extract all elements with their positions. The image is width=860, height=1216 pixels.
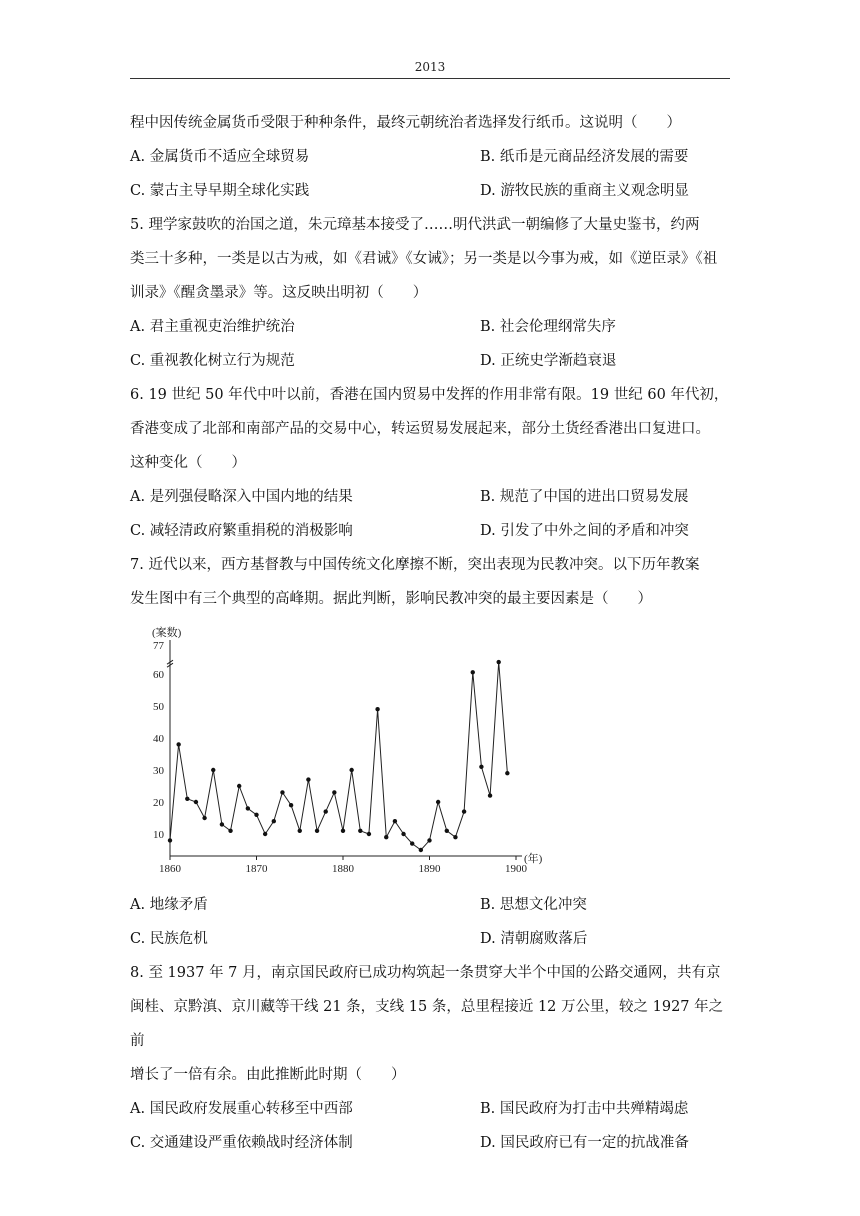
data-point — [393, 819, 397, 823]
q5-stem-line-3: 训录》《醒贪墨录》等。这反映出明初（ ） — [130, 285, 428, 301]
data-point — [228, 829, 232, 833]
data-point — [419, 848, 423, 852]
q4-option-c[interactable]: C. 蒙古主导早期全球化实践 — [130, 183, 310, 199]
data-point — [375, 707, 379, 711]
q8-option-c[interactable]: C. 交通建设严重依赖战时经济体制 — [130, 1135, 353, 1151]
data-point — [263, 832, 267, 836]
x-tick-label: 1890 — [418, 863, 441, 875]
data-point — [246, 806, 250, 810]
q8-stem-line-2: 闽桂、京黔滇、京川藏等干线 21 条，支线 15 条，总里程接近 12 万公里，较之 1927 年之前 — [130, 999, 724, 1049]
q7-option-d[interactable]: D. 清朝腐败落后 — [480, 931, 588, 947]
data-point — [272, 819, 276, 823]
x-tick-label: 1860 — [159, 863, 181, 875]
data-point — [401, 832, 405, 836]
data-point — [384, 835, 388, 839]
x-tick-label: 1870 — [245, 863, 268, 875]
data-point — [185, 797, 189, 801]
data-point — [237, 784, 241, 788]
q8-options — [130, 1092, 730, 1160]
q8-stem-line-1: 8. 至 1937 年 7 月，南京国民政府已成功构筑起一条贯穿大半个中国的公路交通网，共有京 — [130, 965, 721, 981]
data-point — [367, 832, 371, 836]
data-point — [298, 829, 302, 833]
chart-ticks — [152, 625, 543, 875]
x-axis-label: (年) — [524, 853, 543, 865]
q6-option-c[interactable]: C. 减轻清政府繁重捐税的消极影响 — [130, 523, 353, 539]
data-point — [168, 838, 172, 842]
incident-chart-svg — [130, 622, 550, 884]
y-tick-label: 30 — [153, 765, 164, 777]
data-point — [488, 793, 492, 797]
y-tick-label: 77 — [153, 640, 164, 652]
data-point — [479, 765, 483, 769]
data-point — [315, 829, 319, 833]
data-point — [220, 822, 224, 826]
q5-options — [130, 310, 730, 378]
q6-stem-line-2: 香港变成了北部和南部产品的交易中心，转运贸易发展起来，部分土货经香港出口复进口。 — [130, 421, 710, 437]
q4-option-d[interactable]: D. 游牧民族的重商主义观念明显 — [480, 183, 689, 199]
q5-stem-line-2: 类三十多种，一类是以古为戒，如《君诫》《女诫》；另一类是以今事为戒，如《逆臣录》《祖 — [130, 251, 718, 267]
y-axis-label: (案数) — [152, 627, 182, 639]
data-point — [462, 809, 466, 813]
q5-option-b[interactable]: B. 社会伦理纲常失序 — [480, 319, 616, 335]
data-point — [349, 768, 353, 772]
data-point — [306, 777, 310, 781]
q8-option-a[interactable]: A. 国民政府发展重心转移至中西部 — [130, 1101, 353, 1117]
y-tick-label: 50 — [153, 701, 164, 713]
y-tick-label: 10 — [153, 829, 164, 841]
q7-options — [130, 888, 730, 956]
q5-option-d[interactable]: D. 正统史学渐趋衰退 — [480, 353, 617, 369]
q6-option-d[interactable]: D. 引发了中外之间的矛盾和冲突 — [480, 523, 689, 539]
data-point — [445, 829, 449, 833]
q4-options — [130, 140, 730, 208]
series-line — [170, 662, 507, 850]
data-point — [427, 838, 431, 842]
q8-stem-line-3: 增长了一倍有余。由此推断此时期（ ） — [130, 1067, 406, 1083]
exam-content — [130, 106, 730, 1160]
data-point — [324, 809, 328, 813]
q8-option-d[interactable]: D. 国民政府已有一定的抗战准备 — [480, 1135, 689, 1151]
y-tick-label: 40 — [153, 733, 164, 745]
data-point — [341, 829, 345, 833]
q4-stem-tail: 程中因传统金属货币受限于种种条件，最终元朝统治者选择发行纸币。这说明（ ） — [130, 115, 681, 131]
q7-stem-line-2: 发生图中有三个典型的高峰期。据此判断，影响民教冲突的最主要因素是（ ） — [130, 591, 652, 607]
data-point — [505, 771, 509, 775]
q7-option-a[interactable]: A. 地缘矛盾 — [130, 897, 208, 913]
q5-option-a[interactable]: A. 君主重视吏治维护统治 — [130, 319, 295, 335]
q5-stem-line-1: 5. 理学家鼓吹的治国之道，朱元璋基本接受了……明代洪武一朝编修了大量史鉴书，约两 — [130, 217, 700, 233]
q6-option-b[interactable]: B. 规范了中国的进出口贸易发展 — [480, 489, 689, 505]
chart-points — [168, 660, 510, 852]
q7-option-c[interactable]: C. 民族危机 — [130, 931, 208, 947]
q8-option-b[interactable]: B. 国民政府为打击中共殚精竭虑 — [480, 1101, 689, 1117]
page-header: 2013 — [414, 60, 446, 74]
data-point — [289, 803, 293, 807]
x-tick-label: 1900 — [505, 863, 527, 875]
data-point — [176, 742, 180, 746]
q6-stem-line-3: 这种变化（ ） — [130, 455, 246, 471]
data-point — [497, 660, 501, 664]
incident-chart — [130, 622, 550, 884]
data-point — [436, 800, 440, 804]
q5-option-c[interactable]: C. 重视教化树立行为规范 — [130, 353, 295, 369]
y-tick-label: 20 — [153, 797, 164, 809]
data-point — [211, 768, 215, 772]
data-point — [194, 800, 198, 804]
q7-option-b[interactable]: B. 思想文化冲突 — [480, 897, 587, 913]
x-tick-label: 1880 — [332, 863, 354, 875]
data-point — [280, 790, 284, 794]
data-point — [202, 816, 206, 820]
data-point — [453, 835, 457, 839]
data-point — [410, 841, 414, 845]
q6-option-a[interactable]: A. 是列强侵略深入中国内地的结果 — [130, 489, 353, 505]
q4-option-a[interactable]: A. 金属货币不适应全球贸易 — [130, 149, 310, 165]
data-point — [471, 670, 475, 674]
data-point — [332, 790, 336, 794]
q4-option-b[interactable]: B. 纸币是元商品经济发展的需要 — [480, 149, 689, 165]
q6-stem-line-1: 6. 19 世纪 50 年代中叶以前，香港在国内贸易中发挥的作用非常有限。19 世纪 60 年代初， — [130, 387, 729, 403]
y-tick-label: 60 — [153, 669, 164, 681]
data-point — [254, 813, 258, 817]
data-point — [358, 829, 362, 833]
q6-options — [130, 480, 730, 548]
q7-stem-line-1: 7. 近代以来，西方基督教与中国传统文化摩擦不断，突出表现为民教冲突。以下历年教案 — [130, 557, 700, 573]
header-rule — [130, 78, 730, 79]
